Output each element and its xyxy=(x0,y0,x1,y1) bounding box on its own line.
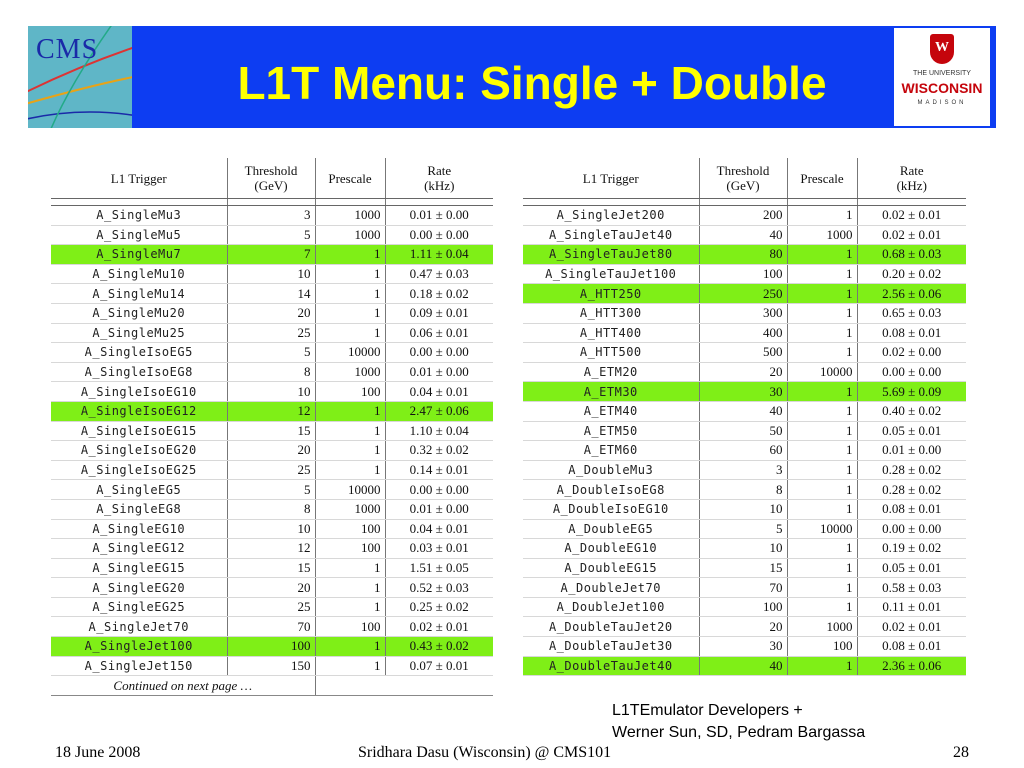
table-row xyxy=(51,245,493,265)
table-row xyxy=(523,284,966,304)
rate-cell: 0.00 ± 0.00 xyxy=(385,225,493,245)
trigger-name-cell: A_DoubleIsoEG8 xyxy=(523,480,699,500)
table-row xyxy=(523,421,966,441)
rate-cell: 0.04 ± 0.01 xyxy=(385,382,493,402)
threshold-cell: 70 xyxy=(227,617,315,637)
prescale-cell: 10000 xyxy=(315,480,385,500)
table-row xyxy=(523,441,966,461)
trigger-name-cell: A_DoubleTauJet30 xyxy=(523,637,699,657)
threshold-cell: 30 xyxy=(699,637,787,657)
prescale-cell: 1 xyxy=(787,460,857,480)
table-row xyxy=(51,343,493,363)
threshold-cell: 10 xyxy=(227,264,315,284)
table-footnote-row xyxy=(51,676,493,696)
table-row xyxy=(523,539,966,559)
rate-cell: 2.56 ± 0.06 xyxy=(857,284,966,304)
rate-cell: 0.00 ± 0.00 xyxy=(857,519,966,539)
rate-cell: 0.43 ± 0.02 xyxy=(385,637,493,657)
trigger-name-cell: A_ETM20 xyxy=(523,362,699,382)
rate-cell: 0.58 ± 0.03 xyxy=(857,578,966,598)
table-row xyxy=(51,303,493,323)
threshold-cell: 500 xyxy=(699,343,787,363)
table-row xyxy=(51,264,493,284)
trigger-table-right xyxy=(523,158,966,676)
table-row xyxy=(523,362,966,382)
trigger-name-cell: A_SingleEG10 xyxy=(51,519,227,539)
table-row xyxy=(523,480,966,500)
trigger-name-cell: A_SingleEG20 xyxy=(51,578,227,598)
rate-cell: 0.32 ± 0.02 xyxy=(385,441,493,461)
rate-cell: 1.51 ± 0.05 xyxy=(385,558,493,578)
trigger-name-cell: A_SingleJet200 xyxy=(523,206,699,226)
prescale-cell: 1000 xyxy=(787,225,857,245)
header-separator xyxy=(51,199,493,206)
prescale-cell: 100 xyxy=(315,382,385,402)
prescale-cell: 1000 xyxy=(315,362,385,382)
prescale-cell: 1 xyxy=(315,245,385,265)
prescale-cell: 1 xyxy=(787,578,857,598)
threshold-cell: 20 xyxy=(227,578,315,598)
credits xyxy=(612,700,865,744)
rate-cell: 0.08 ± 0.01 xyxy=(857,499,966,519)
table-row xyxy=(523,460,966,480)
trigger-name-cell: A_DoubleMu3 xyxy=(523,460,699,480)
rate-cell: 0.01 ± 0.00 xyxy=(857,441,966,461)
rate-cell: 0.08 ± 0.01 xyxy=(857,323,966,343)
prescale-cell: 100 xyxy=(787,637,857,657)
trigger-name-cell: A_SingleTauJet80 xyxy=(523,245,699,265)
table-row xyxy=(51,597,493,617)
table-row xyxy=(51,558,493,578)
threshold-cell: 20 xyxy=(699,617,787,637)
prescale-cell: 1 xyxy=(787,245,857,265)
trigger-name-cell: A_SingleIsoEG12 xyxy=(51,401,227,421)
rate-cell: 1.10 ± 0.04 xyxy=(385,421,493,441)
table-header-row xyxy=(523,158,966,199)
trigger-name-cell: A_DoubleEG10 xyxy=(523,539,699,559)
col-threshold: Threshold (GeV) xyxy=(227,158,315,199)
table-row xyxy=(51,421,493,441)
prescale-cell: 1 xyxy=(787,284,857,304)
prescale-cell: 1 xyxy=(315,421,385,441)
threshold-cell: 70 xyxy=(699,578,787,598)
table-row xyxy=(523,558,966,578)
rate-cell: 5.69 ± 0.09 xyxy=(857,382,966,402)
trigger-name-cell: A_SingleIsoEG8 xyxy=(51,362,227,382)
table-row xyxy=(51,519,493,539)
crest-icon: W xyxy=(930,34,954,64)
rate-cell: 0.08 ± 0.01 xyxy=(857,637,966,657)
threshold-cell: 40 xyxy=(699,401,787,421)
trigger-name-cell: A_HTT300 xyxy=(523,303,699,323)
trigger-name-cell: A_SingleIsoEG15 xyxy=(51,421,227,441)
threshold-cell: 5 xyxy=(227,343,315,363)
col-trigger: L1 Trigger xyxy=(523,158,699,199)
table-row xyxy=(523,382,966,402)
trigger-name-cell: A_HTT250 xyxy=(523,284,699,304)
trigger-name-cell: A_SingleEG25 xyxy=(51,597,227,617)
table-row xyxy=(523,401,966,421)
trigger-name-cell: A_DoubleJet100 xyxy=(523,597,699,617)
slide-header xyxy=(28,26,996,128)
table-row xyxy=(51,362,493,382)
threshold-cell: 5 xyxy=(227,480,315,500)
table-row xyxy=(523,206,966,226)
prescale-cell: 100 xyxy=(315,519,385,539)
col-prescale: Prescale xyxy=(315,158,385,199)
threshold-cell: 300 xyxy=(699,303,787,323)
table-row xyxy=(51,323,493,343)
prescale-cell: 1 xyxy=(787,441,857,461)
table-row xyxy=(51,499,493,519)
prescale-cell: 1 xyxy=(315,578,385,598)
table-row xyxy=(51,382,493,402)
prescale-cell: 100 xyxy=(315,539,385,559)
trigger-name-cell: A_ETM60 xyxy=(523,441,699,461)
trigger-name-cell: A_DoubleIsoEG10 xyxy=(523,499,699,519)
prescale-cell: 1 xyxy=(315,264,385,284)
table-row xyxy=(51,284,493,304)
rate-cell: 0.09 ± 0.01 xyxy=(385,303,493,323)
trigger-name-cell: A_SingleIsoEG25 xyxy=(51,460,227,480)
prescale-cell: 1 xyxy=(315,303,385,323)
rate-cell: 0.05 ± 0.01 xyxy=(857,558,966,578)
threshold-cell: 25 xyxy=(227,597,315,617)
threshold-cell: 40 xyxy=(699,225,787,245)
threshold-cell: 200 xyxy=(699,206,787,226)
rate-cell: 0.20 ± 0.02 xyxy=(857,264,966,284)
prescale-cell: 1000 xyxy=(787,617,857,637)
footer-date: 18 June 2008 xyxy=(55,744,141,761)
trigger-name-cell: A_SingleMu3 xyxy=(51,206,227,226)
trigger-name-cell: A_SingleMu10 xyxy=(51,264,227,284)
rate-cell: 0.02 ± 0.01 xyxy=(857,617,966,637)
trigger-name-cell: A_ETM40 xyxy=(523,401,699,421)
threshold-cell: 30 xyxy=(699,382,787,402)
rate-cell: 0.68 ± 0.03 xyxy=(857,245,966,265)
trigger-name-cell: A_DoubleEG15 xyxy=(523,558,699,578)
threshold-cell: 12 xyxy=(227,539,315,559)
rate-cell: 0.25 ± 0.02 xyxy=(385,597,493,617)
table-row xyxy=(51,578,493,598)
rate-cell: 0.28 ± 0.02 xyxy=(857,460,966,480)
table-row xyxy=(523,578,966,598)
prescale-cell: 1 xyxy=(787,264,857,284)
table-row xyxy=(523,225,966,245)
trigger-name-cell: A_DoubleJet70 xyxy=(523,578,699,598)
prescale-cell: 1 xyxy=(315,441,385,461)
footer-author: Sridhara Dasu (Wisconsin) @ CMS101 xyxy=(358,744,612,761)
table-row xyxy=(523,519,966,539)
rate-cell: 0.52 ± 0.03 xyxy=(385,578,493,598)
prescale-cell: 10000 xyxy=(787,362,857,382)
threshold-cell: 8 xyxy=(699,480,787,500)
rate-cell: 0.28 ± 0.02 xyxy=(857,480,966,500)
threshold-cell: 14 xyxy=(227,284,315,304)
rate-cell: 1.11 ± 0.04 xyxy=(385,245,493,265)
rate-cell: 0.04 ± 0.01 xyxy=(385,519,493,539)
trigger-name-cell: A_SingleEG8 xyxy=(51,499,227,519)
prescale-cell: 1 xyxy=(787,539,857,559)
prescale-cell: 1000 xyxy=(315,499,385,519)
trigger-name-cell: A_SingleMu5 xyxy=(51,225,227,245)
table-row xyxy=(523,343,966,363)
trigger-name-cell: A_DoubleEG5 xyxy=(523,519,699,539)
rate-cell: 0.47 ± 0.03 xyxy=(385,264,493,284)
prescale-cell: 1 xyxy=(787,480,857,500)
threshold-cell: 5 xyxy=(227,225,315,245)
prescale-cell: 1 xyxy=(315,637,385,657)
threshold-cell: 10 xyxy=(227,382,315,402)
prescale-cell: 1 xyxy=(787,597,857,617)
table-row xyxy=(523,264,966,284)
table-row xyxy=(523,617,966,637)
credits-line-1: L1TEmulator Developers + xyxy=(612,702,803,719)
threshold-cell: 60 xyxy=(699,441,787,461)
trigger-name-cell: A_SingleJet100 xyxy=(51,637,227,657)
rate-cell: 0.40 ± 0.02 xyxy=(857,401,966,421)
table-row xyxy=(523,499,966,519)
rate-cell: 0.00 ± 0.00 xyxy=(857,362,966,382)
threshold-cell: 3 xyxy=(227,206,315,226)
table-row xyxy=(51,539,493,559)
trigger-name-cell: A_HTT400 xyxy=(523,323,699,343)
threshold-cell: 8 xyxy=(227,499,315,519)
trigger-name-cell: A_SingleJet70 xyxy=(51,617,227,637)
wisconsin-logo: W THE UNIVERSITY WISCONSIN MADISON xyxy=(894,28,990,126)
threshold-cell: 25 xyxy=(227,460,315,480)
rate-cell: 0.06 ± 0.01 xyxy=(385,323,493,343)
rate-cell: 0.02 ± 0.01 xyxy=(857,206,966,226)
rate-cell: 0.14 ± 0.01 xyxy=(385,460,493,480)
prescale-cell: 1 xyxy=(787,499,857,519)
prescale-cell: 1 xyxy=(787,656,857,676)
trigger-name-cell: A_SingleEG15 xyxy=(51,558,227,578)
threshold-cell: 7 xyxy=(227,245,315,265)
prescale-cell: 1 xyxy=(315,401,385,421)
trigger-name-cell: A_DoubleTauJet20 xyxy=(523,617,699,637)
threshold-cell: 400 xyxy=(699,323,787,343)
trigger-name-cell: A_SingleMu20 xyxy=(51,303,227,323)
threshold-cell: 20 xyxy=(227,441,315,461)
rate-cell: 0.03 ± 0.01 xyxy=(385,539,493,559)
rate-cell: 0.00 ± 0.00 xyxy=(385,480,493,500)
slide-title: L1T Menu: Single + Double xyxy=(237,57,827,109)
rate-cell: 2.47 ± 0.06 xyxy=(385,401,493,421)
rate-cell: 0.11 ± 0.01 xyxy=(857,597,966,617)
prescale-cell: 1000 xyxy=(315,225,385,245)
table-row xyxy=(523,656,966,676)
threshold-cell: 8 xyxy=(227,362,315,382)
trigger-table-left xyxy=(51,158,493,696)
prescale-cell: 10000 xyxy=(787,519,857,539)
table-row xyxy=(51,441,493,461)
threshold-cell: 20 xyxy=(699,362,787,382)
trigger-name-cell: A_SingleIsoEG10 xyxy=(51,382,227,402)
threshold-cell: 15 xyxy=(699,558,787,578)
col-rate: Rate (kHz) xyxy=(385,158,493,199)
rate-cell: 0.18 ± 0.02 xyxy=(385,284,493,304)
trigger-name-cell: A_SingleIsoEG5 xyxy=(51,343,227,363)
trigger-name-cell: A_ETM30 xyxy=(523,382,699,402)
table-row xyxy=(51,225,493,245)
threshold-cell: 25 xyxy=(227,323,315,343)
trigger-name-cell: A_SingleMu25 xyxy=(51,323,227,343)
cms-logo-text: CMS xyxy=(36,34,99,65)
prescale-cell: 1 xyxy=(315,460,385,480)
threshold-cell: 5 xyxy=(699,519,787,539)
trigger-name-cell: A_HTT500 xyxy=(523,343,699,363)
trigger-name-cell: A_SingleEG5 xyxy=(51,480,227,500)
rate-cell: 0.05 ± 0.01 xyxy=(857,421,966,441)
prescale-cell: 1000 xyxy=(315,206,385,226)
rate-cell: 0.19 ± 0.02 xyxy=(857,539,966,559)
threshold-cell: 80 xyxy=(699,245,787,265)
threshold-cell: 40 xyxy=(699,656,787,676)
threshold-cell: 15 xyxy=(227,558,315,578)
trigger-name-cell: A_ETM50 xyxy=(523,421,699,441)
trigger-name-cell: A_SingleMu14 xyxy=(51,284,227,304)
prescale-cell: 1 xyxy=(787,401,857,421)
rate-cell: 0.01 ± 0.00 xyxy=(385,206,493,226)
rate-cell: 0.65 ± 0.03 xyxy=(857,303,966,323)
trigger-name-cell: A_SingleIsoEG20 xyxy=(51,441,227,461)
col-rate: Rate (kHz) xyxy=(857,158,966,199)
credits-line-2: Werner Sun, SD, Pedram Bargassa xyxy=(612,724,866,741)
col-trigger: L1 Trigger xyxy=(51,158,227,199)
prescale-cell: 1 xyxy=(315,656,385,676)
table-row xyxy=(51,460,493,480)
table-row xyxy=(51,480,493,500)
table-row xyxy=(51,617,493,637)
threshold-cell: 10 xyxy=(699,539,787,559)
rate-cell: 0.00 ± 0.00 xyxy=(385,343,493,363)
prescale-cell: 1 xyxy=(315,597,385,617)
rate-cell: 2.36 ± 0.06 xyxy=(857,656,966,676)
table-row xyxy=(523,637,966,657)
table-row xyxy=(523,597,966,617)
prescale-cell: 1 xyxy=(315,323,385,343)
prescale-cell: 1 xyxy=(787,382,857,402)
threshold-cell: 10 xyxy=(227,519,315,539)
threshold-cell: 12 xyxy=(227,401,315,421)
threshold-cell: 3 xyxy=(699,460,787,480)
col-threshold: Threshold (GeV) xyxy=(699,158,787,199)
table-row xyxy=(51,401,493,421)
rate-cell: 0.07 ± 0.01 xyxy=(385,656,493,676)
table-header-row xyxy=(51,158,493,199)
footnote: Continued on next page … xyxy=(51,676,315,696)
table-row xyxy=(523,245,966,265)
threshold-cell: 100 xyxy=(699,264,787,284)
prescale-cell: 1 xyxy=(787,343,857,363)
threshold-cell: 100 xyxy=(699,597,787,617)
prescale-cell: 1 xyxy=(315,558,385,578)
header-separator xyxy=(523,199,966,206)
table-row xyxy=(51,206,493,226)
col-prescale: Prescale xyxy=(787,158,857,199)
threshold-cell: 50 xyxy=(699,421,787,441)
trigger-name-cell: A_SingleTauJet40 xyxy=(523,225,699,245)
threshold-cell: 20 xyxy=(227,303,315,323)
prescale-cell: 1 xyxy=(787,206,857,226)
rate-cell: 0.02 ± 0.01 xyxy=(857,225,966,245)
prescale-cell: 1 xyxy=(787,421,857,441)
table-row xyxy=(51,637,493,657)
rate-cell: 0.02 ± 0.01 xyxy=(385,617,493,637)
rate-cell: 0.01 ± 0.00 xyxy=(385,362,493,382)
threshold-cell: 10 xyxy=(699,499,787,519)
rate-cell: 0.02 ± 0.00 xyxy=(857,343,966,363)
trigger-name-cell: A_SingleEG12 xyxy=(51,539,227,559)
threshold-cell: 100 xyxy=(227,637,315,657)
table-row xyxy=(523,303,966,323)
prescale-cell: 1 xyxy=(315,284,385,304)
table-row xyxy=(51,656,493,676)
prescale-cell: 1 xyxy=(787,303,857,323)
table-row xyxy=(523,323,966,343)
trigger-name-cell: A_SingleMu7 xyxy=(51,245,227,265)
rate-cell: 0.01 ± 0.00 xyxy=(385,499,493,519)
footer-page-number: 28 xyxy=(953,744,969,761)
prescale-cell: 100 xyxy=(315,617,385,637)
threshold-cell: 250 xyxy=(699,284,787,304)
prescale-cell: 1 xyxy=(787,558,857,578)
trigger-name-cell: A_SingleJet150 xyxy=(51,656,227,676)
prescale-cell: 10000 xyxy=(315,343,385,363)
trigger-name-cell: A_SingleTauJet100 xyxy=(523,264,699,284)
threshold-cell: 150 xyxy=(227,656,315,676)
threshold-cell: 15 xyxy=(227,421,315,441)
prescale-cell: 1 xyxy=(787,323,857,343)
trigger-name-cell: A_DoubleTauJet40 xyxy=(523,656,699,676)
